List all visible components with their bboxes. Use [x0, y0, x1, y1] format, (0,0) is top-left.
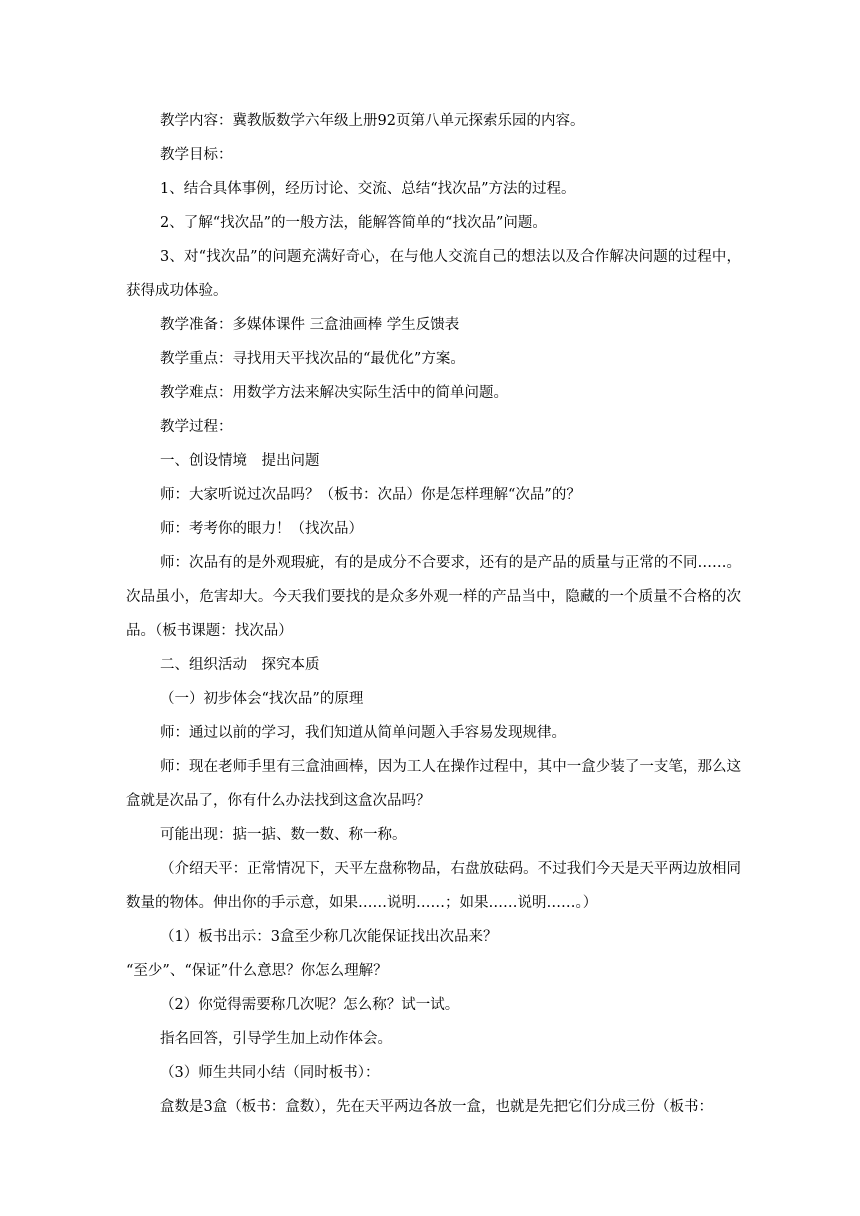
teaching-objectives-heading: 教学目标：: [160, 147, 233, 163]
teaching-process-heading: 教学过程：: [160, 419, 233, 435]
balance-introduction-paragraph: （介绍天平：正常情况下，天平左盘称物品，右盘放砝码。不过我们今天是天平两边放相同数量的物体。伸出你的手示意，如果……说明……；如果……说明……。）: [126, 861, 741, 911]
section-1-heading: 一、创设情境 提出问题: [160, 453, 320, 469]
objective-1-paragraph: 1、结合具体事例，经历讨论、交流、总结“找次品”方法的过程。: [160, 181, 576, 197]
objective-3-paragraph: 3、对“找次品”的问题充满好奇心，在与他人交流自己的想法以及合作解决问题的过程中，获得成功体验。: [126, 249, 741, 299]
teacher-line-2: 师：考考你的眼力！（找次品）: [160, 521, 363, 537]
subsection-1-heading: （一）初步体会“找次品”的原理: [160, 691, 364, 707]
teacher-line-1: 师：大家听说过次品吗？（板书：次品）你是怎样理解“次品”的？: [160, 487, 581, 503]
teaching-focus-paragraph: 教学重点：寻找用天平找次品的“最优化”方案。: [160, 351, 465, 367]
step-1-paragraph: （1）板书出示：3盒至少称几次能保证找出次品来？: [160, 929, 498, 945]
teaching-content-paragraph: 教学内容：冀教版数学六年级上册92页第八单元探索乐园的内容。: [160, 113, 585, 129]
teaching-difficulty-paragraph: 教学难点：用数学方法来解决实际生活中的简单问题。: [160, 385, 508, 401]
question-paragraph: “至少”、“保证”什么意思？你怎么理解？: [126, 963, 388, 979]
teaching-preparation-paragraph: 教学准备：多媒体课件 三盒油画棒 学生反馈表: [160, 317, 460, 333]
step-2-paragraph: （2）你觉得需要称几次呢？怎么称？试一试。: [160, 997, 460, 1013]
guidance-paragraph: 指名回答，引导学生加上动作体会。: [160, 1031, 392, 1047]
possible-answers-paragraph: 可能出现：掂一掂、数一数、称一称。: [160, 827, 407, 843]
teacher-line-4: 师：通过以前的学习，我们知道从简单问题入手容易发现规律。: [160, 725, 566, 741]
summary-paragraph: 盒数是3盒（板书：盒数），先在天平两边各放一盒，也就是先把它们分成三份（板书：: [160, 1099, 713, 1115]
teacher-line-5: 师：现在老师手里有三盒油画棒，因为工人在操作过程中，其中一盒少装了一支笔，那么这盒就是次品了，你有什么办法找到这盒次品吗？: [126, 759, 741, 809]
objective-2-paragraph: 2、了解“找次品”的一般方法，能解答简单的“找次品”问题。: [160, 215, 547, 231]
step-3-paragraph: （3）师生共同小结（同时板书）：: [160, 1065, 380, 1081]
section-2-heading: 二、组织活动 探究本质: [160, 657, 320, 673]
teacher-line-3: 师：次品有的是外观瑕疵，有的是成分不合要求，还有的是产品的质量与正常的不同……。 次品虽小，危害却大。今天我们要找的是众多外观一样的产品当中，隐藏的一个质量不合格的次品。（板书课题：找次品）: [126, 555, 741, 639]
